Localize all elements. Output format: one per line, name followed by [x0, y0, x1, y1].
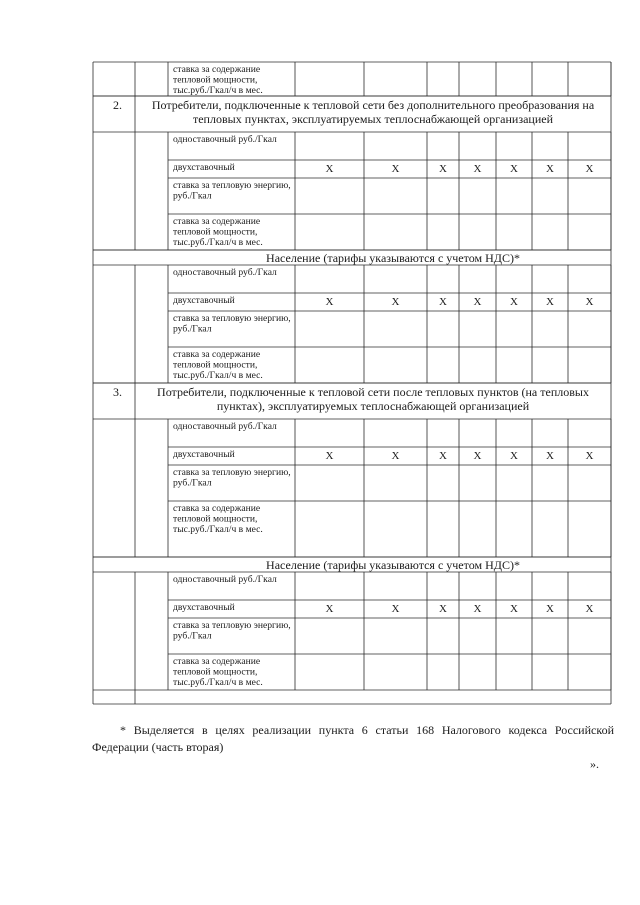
section-title: Потребители, подключенные к тепловой сети без дополнительного преобразования на — [151, 98, 595, 112]
footnote: * Выделяется в целях реализации пункта 6 статьи 168 Налогового кодекса Российской Федерации (часть вторая) — [92, 723, 614, 754]
row-value-x: X — [325, 163, 334, 175]
row-value-x: X — [391, 296, 400, 308]
row-value-x: X — [325, 450, 334, 462]
row-label: ставка за содержание — [173, 656, 261, 667]
row-value-x: X — [473, 450, 482, 462]
section-number: 2. — [113, 98, 122, 112]
row-label: руб./Гкал — [173, 323, 212, 335]
section-title: тепловых пунктах, эксплуатируемых теплоснабжающей организацией — [192, 112, 554, 126]
row-value-x: X — [510, 603, 518, 615]
row-label: тепловой мощности, — [173, 74, 258, 86]
row-value-x: X — [325, 296, 334, 308]
row-label: тепловой мощности, — [173, 359, 258, 371]
row-label: тыс.руб./Гкал/ч в мес. — [173, 677, 263, 689]
row-label: тыс.руб./Гкал/ч в мес. — [173, 524, 263, 536]
row-value-x: X — [585, 603, 594, 615]
row-label: одноставочный руб./Гкал — [173, 421, 277, 432]
row-value-x: X — [439, 296, 447, 308]
row-label: руб./Гкал — [173, 190, 212, 202]
row-label: ставка за тепловую энергию, — [173, 620, 291, 631]
row-label: тыс.руб./Гкал/ч в мес. — [173, 237, 263, 249]
row-label: двухставочный — [173, 602, 235, 613]
row-label: одноставочный руб./Гкал — [173, 134, 277, 145]
section-title: пунктах), эксплуатируемых теплоснабжающей организацией — [216, 399, 530, 413]
row-value-x: X — [473, 296, 482, 308]
row-value-x: X — [585, 450, 594, 462]
row-label: тепловой мощности, — [173, 226, 258, 238]
row-label: тыс.руб./Гкал/ч в мес. — [173, 85, 263, 97]
row-value-x: X — [439, 603, 447, 615]
row-label: тепловой мощности, — [173, 513, 258, 525]
row-label: ставка за тепловую энергию, — [173, 180, 291, 191]
row-value-x: X — [391, 603, 400, 615]
row-value-x: X — [546, 603, 554, 615]
row-value-x: X — [510, 450, 518, 462]
row-value-x: X — [473, 163, 482, 175]
row-label: одноставочный руб./Гкал — [173, 574, 277, 585]
row-value-x: X — [585, 296, 594, 308]
row-value-x: X — [546, 450, 554, 462]
population-title: Население (тарифы указываются с учетом НДС)* — [266, 251, 520, 265]
section-number: 3. — [113, 385, 122, 399]
row-value-x: X — [585, 163, 594, 175]
row-label: двухставочный — [173, 449, 235, 460]
closing-quote-mark: ». — [590, 757, 599, 771]
row-label: двухставочный — [173, 162, 235, 173]
row-value-x: X — [546, 296, 554, 308]
row-label: ставка за тепловую энергию, — [173, 313, 291, 324]
row-label: ставка за содержание — [173, 64, 261, 75]
row-label: ставка за содержание — [173, 503, 261, 514]
row-value-x: X — [546, 163, 554, 175]
row-label: ставка за тепловую энергию, — [173, 467, 291, 478]
row-label: тепловой мощности, — [173, 666, 258, 678]
section-title: Потребители, подключенные к тепловой сети после тепловых пунктов (на тепловых — [157, 385, 589, 399]
row-value-x: X — [473, 603, 482, 615]
row-value-x: X — [510, 296, 518, 308]
row-label: ставка за содержание — [173, 349, 261, 360]
row-label: руб./Гкал — [173, 630, 212, 642]
row-value-x: X — [325, 603, 334, 615]
population-title: Население (тарифы указываются с учетом НДС)* — [266, 558, 520, 572]
row-label: одноставочный руб./Гкал — [173, 267, 277, 278]
row-label: двухставочный — [173, 295, 235, 306]
row-value-x: X — [391, 450, 400, 462]
row-label: тыс.руб./Гкал/ч в мес. — [173, 370, 263, 382]
row-label: руб./Гкал — [173, 477, 212, 489]
row-value-x: X — [391, 163, 400, 175]
row-value-x: X — [439, 163, 447, 175]
row-value-x: X — [439, 450, 447, 462]
row-label: ставка за содержание — [173, 216, 261, 227]
row-value-x: X — [510, 163, 518, 175]
